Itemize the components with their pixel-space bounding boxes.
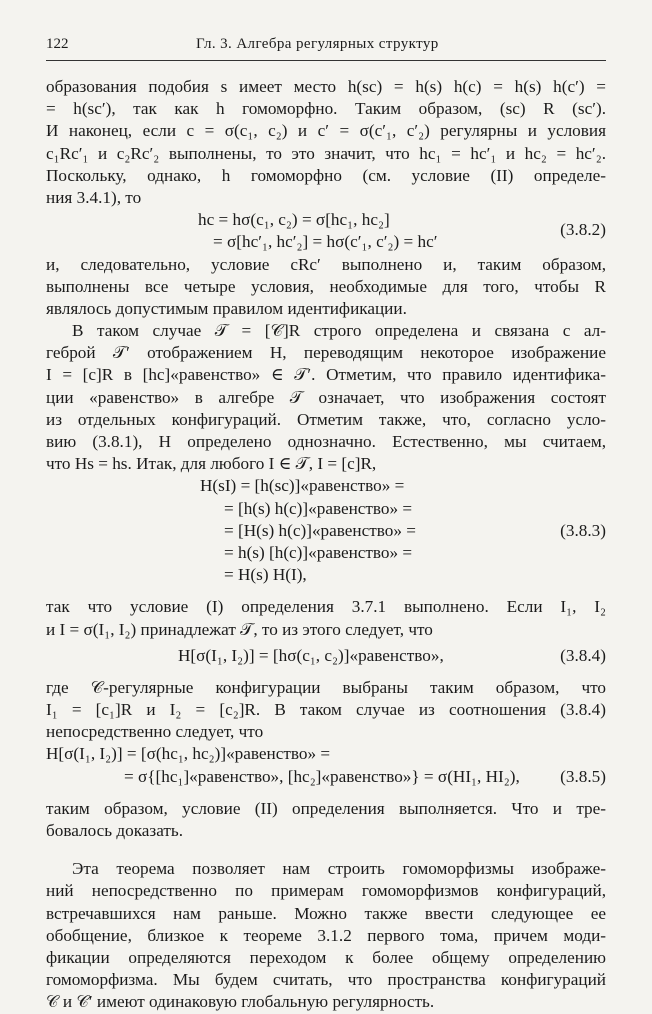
page-number: 122 [46, 36, 69, 52]
running-title: Гл. 3. Алгебра регулярных структур [196, 36, 439, 52]
equation-line: = [H(s) h(c)]«равенство» = [224, 520, 416, 540]
text-line: бовалось доказать. [46, 821, 184, 840]
text-line: так что условие (I) определения 3.7.1 выполнено. Если I₁, I₂ [46, 597, 606, 617]
paragraph [46, 254, 606, 321]
page-header [46, 36, 606, 58]
text-line: I₁ = [c₁]R и I₂ = [c₂]R. В таком случае из соотношения (3.8.4) [46, 700, 606, 720]
equation-3-8-4 [46, 645, 606, 667]
text-line: геброй 𝒯′ отображением H, переводящим некоторое изображение [46, 343, 606, 363]
text-line: вию (3.8.1), H определено однозначно. Естественно, мы считаем, [46, 432, 606, 451]
equation-number: (3.8.5) [560, 766, 606, 786]
equation-number: (3.8.3) [560, 520, 606, 540]
page-body [46, 76, 606, 1014]
paragraph [46, 798, 606, 842]
text-line: из отдельных конфигураций. Отметим также, что, согласно усло- [46, 409, 606, 429]
equation-3-8-3 [46, 475, 606, 586]
text-line: и, следовательно, условие cRc′ выполнено и, таким образом, [46, 254, 606, 274]
paragraph [46, 320, 606, 475]
text-line: и I = σ(I₁, I₂) принадлежат 𝒯, то из этого следует, что [46, 619, 433, 639]
paragraph [46, 677, 606, 744]
text-line: Эта теорема позволяет нам строить гомоморфизмы изображе- [72, 859, 606, 879]
equation-line: H[σ(I₁, I₂)] = [σ(hc₁, hc₂)]«равенство» = [46, 744, 331, 764]
equation-number: (3.8.4) [560, 645, 606, 665]
equation-number: (3.8.2) [560, 220, 606, 240]
text-line: I = [c]R в [hc]«равенство» ∈ 𝒯′. Отметим, что правило идентифика- [46, 365, 606, 385]
text-line: В таком случае 𝒯 = [𝒞]R строго определена и связана с ал- [72, 321, 606, 341]
text-line: где 𝒞-регулярные конфигурации выбраны таким образом, что [46, 677, 606, 697]
equation-line: = σ[hc′₁, hc′₂] = hσ(c′₁, c′₂) = hc′ [213, 232, 438, 252]
equation-line: H(sI) = [h(sc)]«равенство» = [200, 476, 405, 496]
text-line: = h(sc′), так как h гомоморфно. Таким образом, (sc) R (sc′). [46, 99, 606, 119]
paragraph [46, 76, 606, 209]
text-line: Поскольку, однако, h гомоморфно (см. условие (II) определе- [46, 165, 606, 185]
text-line: c₁Rc′₁ и c₂Rc′₂ выполнены, то это значит, что hc₁ = hc′₁ и hc₂ = hc′₂. [46, 143, 606, 163]
text-line: ции «равенство» в алгебре 𝒯 означает, что изображения состоят [46, 387, 606, 407]
text-line: обобщение, близкое к теореме 3.1.2 первого тома, причем моди- [46, 925, 606, 945]
text-line: фикации определяются переходом к более общему определению [46, 947, 606, 967]
text-line: таким образом, условие (II) определения выполняется. Что и тре- [46, 798, 606, 818]
header-rule [46, 60, 606, 61]
book-page [46, 36, 606, 1012]
paragraph [46, 596, 606, 640]
equation-line: = σ{[hc₁]«равенство», [hc₂]«равенство»} = σ(HI₁, HI₂), [124, 766, 520, 786]
text-line: И наконец, если c = σ(c₁, c₂) и c′ = σ(c′₁, c′₂) регулярны и условия [46, 121, 606, 141]
text-line: встречавшихся нам раньше. Можно также ввести следующее ее [46, 903, 606, 923]
paragraph [46, 858, 606, 1013]
equation-line: hc = hσ(c₁, c₂) = σ[hc₁, hc₂] [198, 210, 390, 230]
equation-3-8-5 [46, 743, 606, 787]
text-line: 𝒞 и 𝒞′ имеют одинаковую глобальную регулярность. [46, 992, 435, 1012]
text-line: гомоморфизма. Мы будем считать, что пространства конфигураций [46, 970, 606, 990]
equation-line: = [h(s) h(c)]«равенство» = [224, 498, 413, 518]
text-line: образования подобия s имеет место h(sc) = h(s) h(c) = h(s) h(c′) = [46, 77, 606, 96]
equation-line: = h(s) [h(c)]«равенство» = [224, 542, 413, 562]
text-line: выполнены все четыре условия, необходимые для того, чтобы R [46, 276, 606, 296]
equation-line: H[σ(I₁, I₂)] = [hσ(c₁, c₂)]«равенство», [178, 645, 444, 665]
text-line: ния 3.4.1), то [46, 187, 142, 207]
equation-line: = H(s) H(I), [224, 565, 307, 585]
equation-3-8-2 [46, 209, 606, 253]
text-line: ний непосредственно по примерам гомоморфизмов конфигураций, [46, 881, 606, 901]
text-line: являлось допустимым правилом идентификации. [46, 298, 407, 318]
text-line: что Hs = hs. Итак, для любого I ∈ 𝒯, I = [c]R, [46, 454, 377, 474]
text-line: непосредственно следует, что [46, 722, 264, 742]
